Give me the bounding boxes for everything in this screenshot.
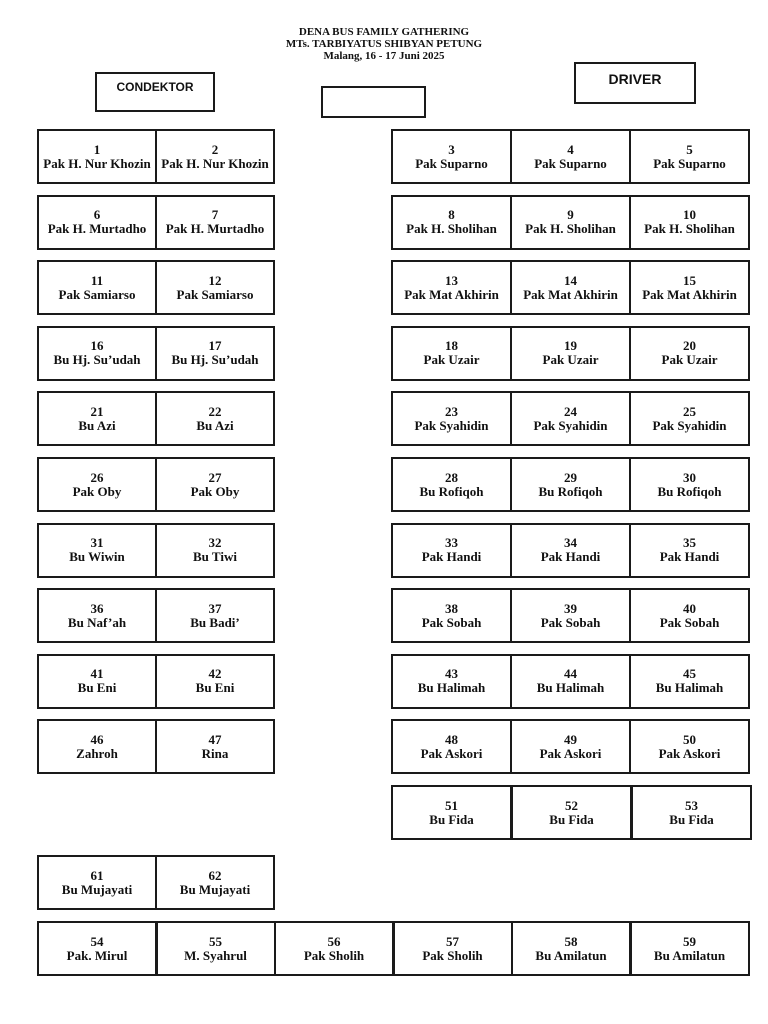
seat-number: 38 [445, 600, 458, 616]
seat-occupant: Pak Askori [420, 745, 483, 761]
seat-number: 42 [208, 666, 222, 682]
seat-number: 22 [208, 403, 222, 419]
seat-occupant: Bu Fida [429, 811, 474, 827]
seat-number: 54 [90, 933, 104, 949]
seat-number: 18 [445, 338, 458, 354]
seat-number: 3 [448, 141, 455, 157]
seat-occupant: Pak Sobah [659, 614, 720, 630]
seat-28 [391, 457, 512, 512]
seat-occupant: Bu Fida [669, 811, 714, 827]
seat-36 [37, 588, 157, 643]
seat-occupant: Bu Mujayati [61, 881, 133, 897]
seat-occupant: Pak H. Sholihan [644, 221, 735, 237]
seat-occupant: Bu Rofiqoh [419, 483, 484, 499]
seat-occupant: Pak Askori [539, 745, 602, 761]
seat-occupant: Pak Syahidin [414, 417, 489, 433]
seat-occupant: Pak Syahidin [652, 417, 727, 433]
seat-number: 33 [445, 535, 458, 551]
seat-31 [37, 523, 157, 578]
seat-15 [629, 260, 750, 315]
seat-number: 41 [90, 666, 104, 682]
seat-occupant: Pak H. Murtadho [47, 221, 147, 237]
seat-occupant: Bu Rofiqoh [538, 483, 603, 499]
seat-52 [511, 785, 632, 840]
seat-47 [155, 719, 275, 774]
seat-occupant: Bu Amilatun [653, 947, 726, 963]
seat-53 [631, 785, 752, 840]
seat-number: 2 [211, 141, 219, 157]
seat-5 [629, 129, 750, 184]
seat-number: 10 [683, 207, 696, 223]
seat-number: 9 [567, 207, 574, 223]
seat-occupant: Bu Hj. Su’udah [53, 352, 141, 368]
seat-14 [510, 260, 631, 315]
seat-occupant: Bu Azi [196, 417, 234, 433]
seat-8 [391, 195, 512, 250]
seat-number: 12 [208, 272, 222, 288]
seat-20 [629, 326, 750, 381]
seat-occupant: Pak H. Nur Khozin [161, 155, 269, 171]
seat-4 [510, 129, 631, 184]
seat-27 [155, 457, 275, 512]
seat-55 [156, 921, 276, 976]
seat-59 [630, 921, 750, 976]
seat-24 [510, 391, 631, 446]
seat-45 [629, 654, 750, 709]
seat-46 [37, 719, 157, 774]
seat-34 [510, 523, 631, 578]
seat-number: 59 [683, 933, 696, 949]
seat-9 [510, 195, 631, 250]
seat-occupant: Bu Halimah [655, 680, 724, 696]
seat-number: 28 [445, 469, 458, 485]
seat-number: 47 [208, 731, 222, 747]
seat-54 [37, 921, 157, 976]
seat-occupant: Bu Halimah [536, 680, 605, 696]
seat-10 [629, 195, 750, 250]
seat-occupant: Pak Suparno [534, 155, 607, 171]
seat-occupant: Pak Mat Akhirin [404, 286, 499, 302]
seat-29 [510, 457, 631, 512]
seat-occupant: Pak Sholih [303, 947, 365, 963]
seat-49 [510, 719, 631, 774]
seat-occupant: Bu Rofiqoh [657, 483, 722, 499]
seat-16 [37, 326, 157, 381]
seat-occupant: Pak Uzair [542, 352, 599, 368]
seat-number: 21 [90, 403, 104, 419]
seat-38 [391, 588, 512, 643]
seat-occupant: Bu Mujayati [179, 881, 251, 897]
seat-occupant: Pak Askori [658, 745, 721, 761]
seat-occupant: Bu Tiwi [193, 549, 237, 565]
seat-61 [37, 855, 157, 910]
seat-occupant: Pak Sobah [540, 614, 601, 630]
seat-number: 16 [90, 338, 104, 354]
event-title: DENA BUS FAMILY GATHERING [298, 26, 470, 38]
seat-number: 62 [208, 867, 222, 883]
seat-33 [391, 523, 512, 578]
seat-number: 7 [211, 207, 219, 223]
seat-number: 58 [564, 933, 578, 949]
seat-number: 61 [90, 867, 104, 883]
seat-32 [155, 523, 275, 578]
seat-occupant: Bu Amilatun [535, 947, 607, 963]
seat-number: 4 [567, 141, 574, 157]
seat-number: 44 [564, 666, 577, 682]
seat-13 [391, 260, 512, 315]
seat-48 [391, 719, 512, 774]
seat-number: 6 [93, 207, 101, 223]
seat-occupant: Bu Eni [195, 680, 235, 696]
driver-box [574, 62, 696, 104]
seat-number: 5 [686, 141, 693, 157]
seat-number: 52 [565, 797, 578, 813]
seat-occupant: Pak Syahidin [533, 417, 608, 433]
seat-37 [155, 588, 275, 643]
seat-number: 26 [90, 469, 104, 485]
seat-number: 46 [90, 731, 104, 747]
seat-40 [629, 588, 750, 643]
seat-number: 27 [208, 469, 222, 485]
seat-3 [391, 129, 512, 184]
seat-occupant: Pak Handi [659, 549, 720, 565]
seat-30 [629, 457, 750, 512]
seat-number: 48 [445, 731, 458, 747]
seat-18 [391, 326, 512, 381]
seat-number: 17 [208, 338, 222, 354]
seat-number: 20 [683, 338, 696, 354]
seat-occupant: Pak H. Sholihan [525, 221, 616, 237]
seat-occupant: Bu Hj. Su’udah [171, 352, 259, 368]
seat-occupant: Pak Samiarso [176, 286, 254, 302]
seat-occupant: Pak H. Sholihan [406, 221, 497, 237]
seat-occupant: Pak Sholih [422, 947, 483, 963]
seat-occupant: Pak. Mirul [66, 947, 128, 963]
seat-number: 49 [564, 731, 577, 747]
seat-occupant: Pak Mat Akhirin [642, 286, 737, 302]
driver-label: DRIVER [608, 71, 662, 87]
seat-number: 32 [208, 535, 222, 551]
seat-occupant: M. Syahrul [184, 947, 247, 963]
seat-42 [155, 654, 275, 709]
seat-56 [274, 921, 394, 976]
seat-23 [391, 391, 512, 446]
seat-62 [155, 855, 275, 910]
seat-number: 34 [564, 535, 577, 551]
seat-occupant: Pak H. Murtadho [165, 221, 265, 237]
seat-number: 24 [564, 403, 577, 419]
seat-occupant: Pak H. Nur Khozin [43, 155, 151, 171]
school-name: MTs. TARBIYATUS SHIBYAN PETUNG [285, 38, 483, 50]
seat-occupant: Zahroh [76, 745, 118, 761]
seat-occupant: Pak Suparno [653, 155, 726, 171]
seat-12 [155, 260, 275, 315]
seat-occupant: Pak Oby [190, 483, 240, 499]
seat-2 [155, 129, 275, 184]
seat-number: 1 [93, 141, 101, 157]
seat-number: 23 [445, 403, 458, 419]
seat-number: 56 [327, 933, 341, 949]
seat-number: 57 [446, 933, 459, 949]
seat-occupant: Rina [201, 745, 229, 761]
seat-51 [391, 785, 512, 840]
seat-occupant: Bu Azi [78, 417, 116, 433]
seat-44 [510, 654, 631, 709]
seat-57 [393, 921, 513, 976]
seat-occupant: Bu Fida [549, 811, 594, 827]
seat-number: 39 [564, 600, 577, 616]
seat-number: 8 [448, 207, 455, 223]
seat-number: 19 [564, 338, 577, 354]
seat-number: 25 [683, 403, 696, 419]
seat-58 [511, 921, 631, 976]
seat-1 [37, 129, 157, 184]
seat-number: 50 [683, 731, 696, 747]
seat-number: 14 [564, 272, 577, 288]
seat-occupant: Pak Mat Akhirin [523, 286, 618, 302]
seat-number: 40 [683, 600, 696, 616]
seat-number: 53 [685, 797, 698, 813]
seat-number: 51 [445, 797, 458, 813]
condektor-label: CONDEKTOR [116, 80, 194, 94]
seat-occupant: Pak Sobah [421, 614, 482, 630]
seat-43 [391, 654, 512, 709]
seat-21 [37, 391, 157, 446]
seat-number: 55 [209, 933, 222, 949]
seat-number: 45 [683, 666, 696, 682]
door-box [321, 86, 426, 118]
seat-occupant: Pak Handi [421, 549, 482, 565]
seat-occupant: Pak Samiarso [58, 286, 136, 302]
seat-occupant: Bu Eni [77, 680, 117, 696]
seat-occupant: Pak Suparno [415, 155, 488, 171]
seat-25 [629, 391, 750, 446]
seat-41 [37, 654, 157, 709]
seat-occupant: Pak Handi [540, 549, 601, 565]
seat-number: 13 [445, 272, 458, 288]
seat-39 [510, 588, 631, 643]
seat-number: 37 [208, 600, 222, 616]
condektor-box [95, 72, 215, 112]
seat-occupant: Pak Uzair [423, 352, 480, 368]
seat-35 [629, 523, 750, 578]
seat-number: 36 [90, 600, 104, 616]
seat-26 [37, 457, 157, 512]
seat-occupant: Pak Oby [72, 483, 122, 499]
seat-number: 11 [90, 272, 104, 288]
seat-number: 30 [683, 469, 696, 485]
seat-occupant: Bu Halimah [417, 680, 486, 696]
seat-6 [37, 195, 157, 250]
seat-occupant: Bu Wiwin [69, 549, 125, 565]
event-date: Malang, 16 - 17 Juni 2025 [323, 50, 445, 62]
seat-17 [155, 326, 275, 381]
seat-occupant: Bu Naf’ah [67, 614, 127, 630]
seat-50 [629, 719, 750, 774]
seat-7 [155, 195, 275, 250]
seat-number: 43 [445, 666, 458, 682]
seat-occupant: Bu Badi’ [190, 614, 240, 630]
seat-22 [155, 391, 275, 446]
seat-number: 31 [90, 535, 104, 551]
seat-11 [37, 260, 157, 315]
seat-number: 29 [564, 469, 577, 485]
seat-number: 15 [683, 272, 696, 288]
seat-occupant: Pak Uzair [661, 352, 718, 368]
seat-number: 35 [683, 535, 696, 551]
seat-19 [510, 326, 631, 381]
